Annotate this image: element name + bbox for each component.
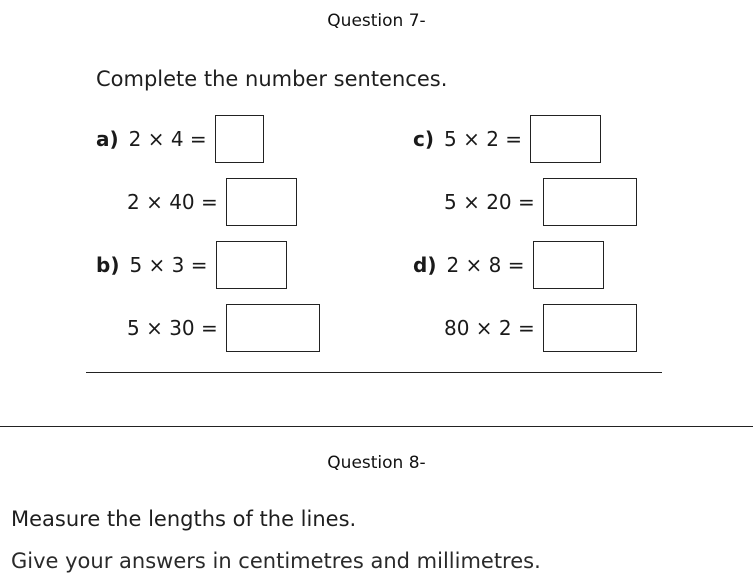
part-d-expression-2: 80 × 2 = xyxy=(444,316,535,340)
part-c-answer-box-1[interactable] xyxy=(530,115,601,163)
part-b-row-1 xyxy=(96,239,287,291)
question-8-heading: Question 8- xyxy=(327,453,426,473)
part-a-label: a) xyxy=(96,127,119,151)
part-b-answer-box-1[interactable] xyxy=(216,241,287,289)
part-a-answer-box-1[interactable] xyxy=(215,115,264,163)
part-c-answer-box-2[interactable] xyxy=(543,178,637,226)
part-c-row-2 xyxy=(444,176,637,228)
part-d-label: d) xyxy=(413,253,437,277)
part-b-row-2 xyxy=(127,302,320,354)
question-8-instruction-2: Give your answers in centimetres and millimetres. xyxy=(11,549,541,573)
part-b-answer-box-2[interactable] xyxy=(226,304,320,352)
part-d-expression-1: 2 × 8 = xyxy=(446,253,525,277)
question-7-heading: Question 7- xyxy=(327,11,426,31)
part-d-row-1 xyxy=(413,239,604,291)
part-c-label: c) xyxy=(413,127,434,151)
question-8-instruction: Measure the lengths of the lines. xyxy=(11,507,357,531)
part-a-row-1 xyxy=(96,113,264,165)
section-divider xyxy=(0,426,753,427)
part-c-expression-1: 5 × 2 = xyxy=(444,127,523,151)
part-c-row-1 xyxy=(413,113,601,165)
part-d-answer-box-1[interactable] xyxy=(533,241,604,289)
part-d-answer-box-2[interactable] xyxy=(543,304,637,352)
part-b-expression-1: 5 × 3 = xyxy=(129,253,208,277)
part-b-expression-2: 5 × 30 = xyxy=(127,316,218,340)
question-7-instruction: Complete the number sentences. xyxy=(96,67,448,91)
part-b-label: b) xyxy=(96,253,120,277)
part-a-expression-2: 2 × 40 = xyxy=(127,190,218,214)
part-c-expression-2: 5 × 20 = xyxy=(444,190,535,214)
part-a-row-2 xyxy=(127,176,297,228)
question-7-bottom-rule xyxy=(86,372,662,373)
part-a-expression-1: 2 × 4 = xyxy=(128,127,207,151)
part-d-row-2 xyxy=(444,302,637,354)
part-a-answer-box-2[interactable] xyxy=(226,178,297,226)
